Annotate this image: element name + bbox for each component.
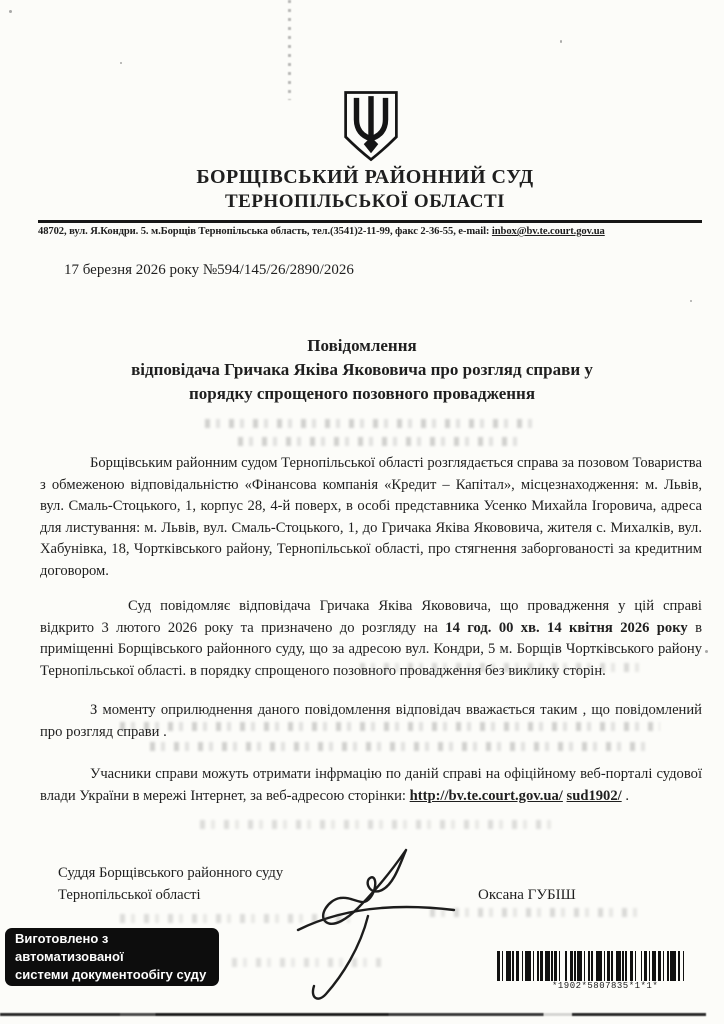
- court-portal-url: http://bv.te.court.gov.ua/: [409, 787, 563, 804]
- court-address-line: [38, 226, 702, 237]
- scan-speck: [705, 650, 708, 653]
- scan-speck: [690, 300, 692, 302]
- judge-title-line1: Суддя Борщівського районного суду: [58, 865, 284, 881]
- faded-print-artifact: [120, 722, 660, 731]
- automated-system-stamp: [5, 928, 219, 986]
- court-address-text: 48702, вул. Я.Кондри. 5. м.Борщів Тернопільська область, тел.(3541)2-11-99, факс 2-36-55, e-mail:: [38, 226, 490, 237]
- stamp-line1: Виготовлено з автоматизованої: [15, 931, 124, 964]
- faded-print-artifact: [120, 914, 350, 923]
- scan-page-edge-line: [0, 1013, 706, 1016]
- court-name-line2: ТЕРНОПІЛЬСЬКОЇ ОБЛАСТІ: [224, 191, 506, 212]
- court-portal-url-path: sud1902/: [566, 787, 622, 804]
- paragraph-notification-effect: З моменту оприлюднення даного повідомлення відповідач вважається таким , що повідомлений про розгляд справи .: [40, 702, 702, 740]
- court-email: inbox@bv.te.court.gov.ua: [491, 226, 605, 237]
- title-line2: відповідача Гричака Яківа Якововича про розгляд справи у: [131, 360, 593, 379]
- faded-print-artifact: [200, 820, 560, 829]
- faded-print-artifact: [430, 908, 645, 917]
- document-barcode: [497, 951, 703, 981]
- court-name-line1: БОРЩІВСЬКИЙ РАЙОННИЙ СУД: [196, 166, 534, 188]
- faded-print-artifact: [205, 419, 535, 428]
- title-line1: Повідомлення: [307, 336, 417, 355]
- title-line3: порядку спрощеного позовного провадження: [188, 384, 536, 403]
- hearing-text-part1: Суд повідомляє відповідача Гричака Яківа Якововича, що провадження у цій справі відкрито 3 лютого 2026 року та призначено до розгляду на: [40, 598, 702, 636]
- scan-speck: [120, 62, 122, 64]
- judge-name: Оксана ГУБІШ: [478, 887, 576, 903]
- hearing-text-part2: в приміщенні Борщівського районного суду, що за адресою вул. Кондри, 5 м. Борщів Чортківського району Тернопільської області. в порядку спрощеного позовного провадження без виклику сторін.: [40, 619, 703, 679]
- barcode-gap: [684, 951, 687, 981]
- faded-print-artifact: [150, 742, 645, 751]
- judge-title-line2: Тернопільської області: [58, 887, 201, 903]
- date-and-case-number: 17 березня 2026 року №594/145/26/2890/2026: [64, 262, 354, 278]
- faded-print-artifact: [238, 437, 523, 446]
- scan-speck: [9, 10, 12, 13]
- faded-print-artifact: [232, 958, 382, 967]
- hearing-datetime: 14 год. 00 хв. 14 квітня 2026 року: [445, 619, 688, 636]
- judge-title: [58, 862, 283, 906]
- barcode-caption: *1902*5807835*1*1*: [552, 981, 659, 991]
- faded-print-artifact: [360, 663, 640, 672]
- handwritten-signature: [268, 836, 478, 1012]
- paragraph-case-description: Борщівським районним судом Тернопільської області розглядається справа за позовом Товариства з обмеженою відповідальністю «Фінансова компанія «Кредит – Капітал», місцезнаходження: м. Львів, вул. Смаль-Стоцького, 1, корпус 28, 4-й поверх, в особі представника Усенко Михайла Ігоровича, адреса для листування: м. Львів, вул. Смаль-Стоцького, 1, до Гричака Яківа Якововича, жителя с. Михалків, вул. Хабунівка, 18, Чортківського району, Тернопільської області, про стягнення заборгованості за кредитним договором.: [40, 455, 702, 579]
- scan-noise-streak: [288, 0, 291, 100]
- paragraph-web-portal-info: [40, 764, 702, 807]
- scan-speck: [560, 40, 562, 43]
- header-divider-rule: [38, 220, 702, 223]
- ukraine-trident-emblem-icon: [342, 89, 400, 163]
- document-title: [80, 334, 644, 406]
- stamp-line2: системи документообігу суду: [15, 967, 207, 982]
- web-info-tail: .: [621, 787, 629, 804]
- web-info-text: Учасники справи можуть отримати інфрмацію по даній справі на офіційному веб-порталі судової влади України в мережі Інтернет, за веб-адресою сторінки:: [40, 766, 702, 804]
